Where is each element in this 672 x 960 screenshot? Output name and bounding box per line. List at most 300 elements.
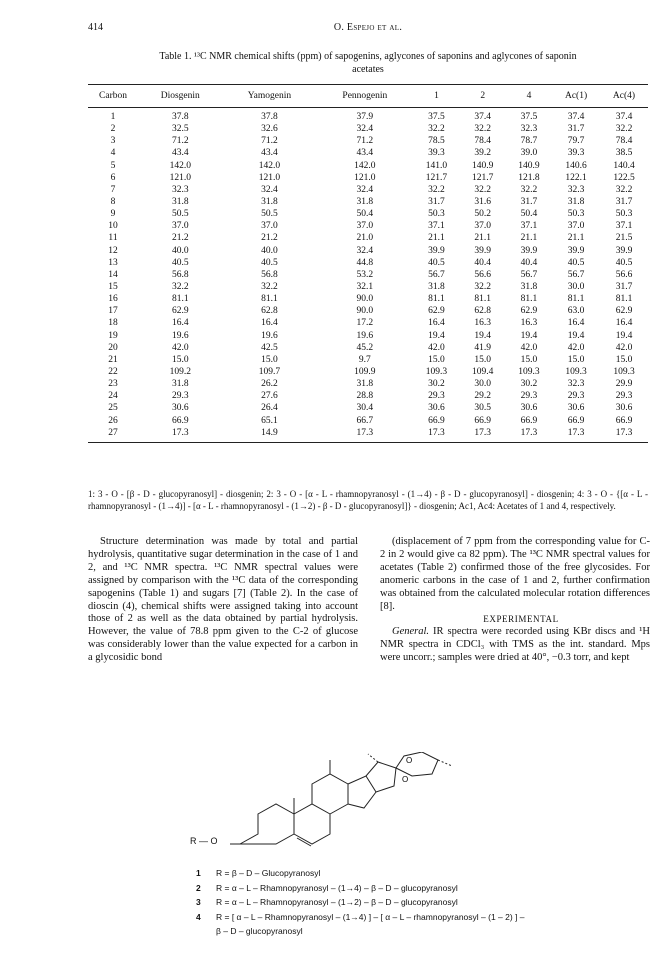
shift-value-cell: 16.4 [567,318,585,329]
shift-value-cell: 81.1 [567,294,585,305]
table-row [88,196,648,208]
carbon-number-cell: 27 [88,427,138,443]
shift-value-cell: 42.0 [171,342,189,353]
carbon-number-cell: 25 [108,403,118,414]
substituent-list [196,866,646,939]
shift-value-cell: 9.7 [358,354,371,365]
shift-value-cell: 71.2 [356,136,374,147]
shift-value-cell: 121.0 [354,172,376,183]
shift-value-cell: 40.5 [615,257,633,268]
shift-value-cell: 37.4 [567,112,585,123]
substituent-item [196,866,646,881]
shift-value-cell: 19.4 [520,330,538,341]
shift-value-cell: 62.9 [428,306,445,317]
shift-value-cell: 32.2 [261,282,278,293]
compound-number: 3 [196,897,201,907]
shift-value-cell: 21.2 [171,233,189,244]
shift-value-cell: 17.3 [506,427,552,443]
methyl-c21 [368,754,378,762]
table-row [88,257,648,269]
shift-value-cell: 39.9 [615,245,633,256]
shift-value-cell: 90.0 [356,294,374,305]
running-authors: O. Espejo et al. [333,22,403,33]
shift-value-cell: 32.4 [356,245,374,256]
shift-value-cell: 17.3 [413,427,459,443]
carbon-number-cell: 16 [108,294,118,305]
shift-value-cell: 32.4 [356,184,374,195]
general-text: IR spectra were recorded using KBr discs and ¹H NMR spectra in CDCl₃ with TMS as the int. standard. Mps were uncorr.; samples were dried at 40°, −0.3 torr, and kept [380,626,650,664]
shift-value-cell: 32.5 [171,124,189,135]
shift-value-cell: 32.3 [171,184,189,195]
shift-value-cell: 21.0 [356,233,374,244]
table-row [88,281,648,293]
shift-value-cell: 19.4 [567,330,585,341]
shift-value-cell: 32.2 [520,184,538,195]
shift-value-cell: 31.8 [261,197,278,208]
table-row [88,232,648,244]
shift-value-cell: 27.6 [261,391,278,402]
shift-value-cell: 140.4 [613,160,635,171]
shift-value-cell: 109.2 [169,367,191,378]
r-group-label: R — O [190,836,218,846]
body-paragraph-right: (displacement of 7 ppm from the corresponding value for C-2 in 2 would give ca 82 ppm). The ¹³C NMR spectral values for acetates (Table 2) confirmed those of the free glycosides. For anomeric carbons in the case of 1 and 2, further confirmation was obtained from the calculated molecular rotation differences [8]. [380,536,650,612]
table-row [88,108,648,124]
shift-value-cell: 31.7 [615,282,633,293]
shift-value-cell: 56.6 [615,269,633,280]
shift-value-cell: 109.4 [472,367,494,378]
shift-value-cell: 66.9 [520,415,538,426]
column-header: Ac(4) [600,85,648,108]
shift-value-cell: 37.0 [474,221,492,232]
shift-value-cell: 37.8 [261,112,278,123]
shift-value-cell: 37.5 [428,112,445,123]
shift-value-cell: 30.4 [356,403,374,414]
shift-value-cell: 19.4 [428,330,445,341]
table-row [88,354,648,366]
shift-value-cell: 109.9 [354,367,376,378]
carbon-number-cell: 17 [108,306,118,317]
shift-value-cell: 42.0 [520,342,538,353]
table-row [88,330,648,342]
carbon-number-cell: 8 [110,197,116,208]
shift-value-cell: 28.8 [356,391,374,402]
shift-value-cell: 21.1 [567,233,585,244]
carbon-number-cell: 13 [108,257,118,268]
table-row [88,135,648,147]
carbon-number-cell: 3 [110,136,116,147]
shift-value-cell: 62.9 [615,306,633,317]
shift-value-cell: 31.7 [520,197,538,208]
column-header: Diosgenin [138,85,223,108]
substituent-text: R = β – D – Glucopyranosyl [216,868,321,878]
table-row [88,366,648,378]
shift-value-cell: 29.3 [567,391,585,402]
shift-value-cell: 45.2 [356,342,374,353]
carbon-number-cell: 2 [110,124,116,135]
shift-value-cell: 63.0 [567,306,585,317]
carbon-number-cell: 7 [110,184,116,195]
shift-value-cell: 31.6 [474,197,492,208]
carbon-number-cell: 20 [108,342,118,353]
shift-value-cell: 142.0 [354,160,376,171]
table-row [88,208,648,220]
shift-value-cell: 42.5 [261,342,278,353]
shift-value-cell: 71.2 [261,136,278,147]
shift-value-cell: 37.4 [615,112,633,123]
shift-value-cell: 81.1 [261,294,278,305]
carbon-number-cell: 1 [110,112,116,123]
running-header [88,22,648,36]
general-label: General. [392,626,430,638]
shift-value-cell: 140.9 [518,160,540,171]
shift-value-cell: 43.4 [356,148,374,159]
shift-value-cell: 39.9 [520,245,538,256]
shift-value-cell: 44.8 [356,257,374,268]
shift-value-cell: 19.6 [261,330,278,341]
shift-value-cell: 41.9 [474,342,492,353]
shift-value-cell: 56.6 [474,269,492,280]
shift-value-cell: 32.3 [520,124,538,135]
table-row [88,293,648,305]
shift-value-cell: 32.2 [428,184,445,195]
shift-value-cell: 40.4 [474,257,492,268]
general-paragraph [380,626,650,665]
compound-number: 1 [196,868,201,878]
shift-value-cell: 81.1 [615,294,633,305]
shift-value-cell: 39.2 [474,148,492,159]
shift-value-cell: 141.0 [425,160,448,171]
shift-value-cell: 37.0 [567,221,585,232]
shift-value-cell: 40.5 [428,257,445,268]
shift-value-cell: 53.2 [356,269,374,280]
table-row [88,172,648,184]
shift-value-cell: 56.8 [261,269,278,280]
ring-f [396,752,438,776]
shift-value-cell: 32.2 [474,184,492,195]
shift-value-cell: 121.0 [169,172,191,183]
table-caption-line2: acetates [352,64,384,75]
shift-value-cell: 109.3 [425,367,448,378]
shift-value-cell: 31.7 [567,124,585,135]
nmr-shift-table [88,84,648,443]
text-column-left [88,536,358,665]
shift-value-cell: 19.4 [615,330,633,341]
shift-value-cell: 62.9 [520,306,538,317]
shift-value-cell: 29.3 [171,391,189,402]
shift-value-cell: 71.2 [171,136,189,147]
table-caption [88,50,648,76]
table-body [88,108,648,443]
carbon-number-cell: 12 [108,245,118,256]
table-row [88,342,648,354]
shift-value-cell: 30.2 [520,379,538,390]
carbon-number-cell: 5 [110,160,116,171]
substituent-item [196,895,646,910]
shift-value-cell: 90.0 [356,306,374,317]
shift-value-cell: 26.4 [261,403,278,414]
shift-value-cell: 37.1 [615,221,633,232]
shift-value-cell: 39.3 [567,148,585,159]
table-row [88,390,648,402]
shift-value-cell: 37.5 [520,112,538,123]
shift-value-cell: 16.4 [261,318,278,329]
carbon-number-cell: 14 [108,269,118,280]
shift-value-cell: 121.0 [258,172,281,183]
shift-value-cell: 30.0 [567,282,585,293]
shift-value-cell: 43.4 [261,148,278,159]
shift-value-cell: 42.0 [428,342,445,353]
ring-d [348,776,376,808]
carbon-number-cell: 26 [108,415,118,426]
column-header: Pennogenin [316,85,413,108]
column-header: Ac(1) [552,85,600,108]
shift-value-cell: 37.8 [171,112,189,123]
shift-value-cell: 29.9 [615,379,633,390]
shift-value-cell: 142.0 [258,160,281,171]
carbon-number-cell: 18 [108,318,118,329]
shift-value-cell: 32.4 [356,124,374,135]
shift-value-cell: 109.3 [565,367,587,378]
column-header: 1 [413,85,459,108]
shift-value-cell: 40.0 [171,245,189,256]
shift-value-cell: 31.7 [428,197,445,208]
shift-value-cell: 30.6 [171,403,189,414]
table-row [88,305,648,317]
shift-value-cell: 32.2 [615,124,633,135]
shift-value-cell: 29.3 [520,391,538,402]
shift-value-cell: 30.0 [474,379,492,390]
carbon-number-cell: 19 [108,330,118,341]
shift-value-cell: 16.4 [428,318,445,329]
shift-value-cell: 81.1 [474,294,492,305]
shift-value-cell: 14.9 [223,427,317,443]
shift-value-cell: 39.0 [520,148,538,159]
shift-value-cell: 66.9 [567,415,585,426]
table-row [88,184,648,196]
shift-value-cell: 50.3 [428,209,445,220]
shift-value-cell: 31.8 [171,197,189,208]
shift-value-cell: 21.2 [261,233,278,244]
carbon-number-cell: 15 [108,282,118,293]
shift-value-cell: 66.9 [428,415,445,426]
shift-value-cell: 15.0 [428,354,445,365]
carbon-number-cell: 10 [108,221,118,232]
shift-value-cell: 19.6 [356,330,374,341]
shift-value-cell: 21.1 [474,233,492,244]
shift-value-cell: 29.3 [615,391,633,402]
shift-value-cell: 30.5 [474,403,492,414]
shift-value-cell: 78.4 [474,136,492,147]
shift-value-cell: 37.0 [261,221,278,232]
shift-value-cell: 31.8 [356,197,374,208]
carbon-number-cell: 23 [108,379,118,390]
shift-value-cell: 15.0 [261,354,278,365]
ring-c [312,774,348,814]
shift-value-cell: 32.2 [474,124,492,135]
shift-value-cell: 15.0 [615,354,633,365]
column-header: Yamogenin [223,85,317,108]
table-header-row [88,85,648,108]
shift-value-cell: 32.3 [567,184,585,195]
shift-value-cell: 109.7 [258,367,281,378]
shift-value-cell: 62.9 [171,306,189,317]
carbon-number-cell: 21 [108,354,118,365]
page-number: 414 [88,22,103,33]
table-row [88,123,648,135]
shift-value-cell: 50.2 [474,209,492,220]
shift-value-cell: 50.4 [520,209,538,220]
shift-value-cell: 38.5 [615,148,633,159]
shift-value-cell: 17.3 [552,427,600,443]
shift-value-cell: 140.6 [565,160,587,171]
body-paragraph-left: Structure determination was made by total and partial hydrolysis, quantitative sugar determination in the case of 1 and 2, and ¹³C NMR spectra. ¹³C NMR spectral values were assigned by comparison with the ¹³C data of the corresponding sapogenins (Table 1) and sugars [7] (Table 2). In the case of dioscin (4), chemical shifts were assigned taking into account those of 2 as well as the data obtained by partial hydrolysis. However, the value of 78.8 ppm given to the C-2 of glucose was considerably lower than the value expected for a carbon in a glycosidic bond [88,536,358,664]
shift-value-cell: 37.1 [428,221,445,232]
shift-value-cell: 30.2 [428,379,445,390]
substituent-text: R = [ α – L – Rhamnopyranosyl – (1→4) ] – [ α – L – rhamnopyranosyl – (1 – 2) ] – [216,911,525,922]
shift-value-cell: 17.3 [600,427,648,443]
column-header: Carbon [88,85,138,108]
shift-value-cell: 78.7 [520,136,538,147]
carbon-number-cell: 6 [110,172,116,183]
shift-value-cell: 62.8 [474,306,492,317]
substituent-continuation: β – D – glucopyranosyl [216,926,303,936]
carbon-number-cell: 11 [108,233,118,244]
shift-value-cell: 40.5 [261,257,278,268]
shift-value-cell: 140.9 [472,160,494,171]
table-footnote: 1: 3 - O - [β - D - glucopyranosyl] - diosgenin; 2: 3 - O - [α - L - rhamnopyranosyl - (1→4) - β - D - glucopyranosyl] - diosgenin; 4: 3 - O - {[α - L - rhamnopyranosyl - (1→4)] - [α - L - rhamnopyranosyl - (1→2) - β - D - glucopyranosyl]} - diosgenin; Ac1, Ac4: Acetates of 1 and 4, respectively. [88,489,648,511]
shift-value-cell: 81.1 [171,294,189,305]
shift-value-cell: 31.7 [615,197,633,208]
shift-value-cell: 15.0 [567,354,585,365]
shift-value-cell: 37.0 [356,221,374,232]
substituent-item [196,881,646,896]
shift-value-cell: 79.7 [567,136,585,147]
shift-value-cell: 39.9 [428,245,445,256]
table-row [88,245,648,257]
shift-value-cell: 37.1 [520,221,538,232]
shift-value-cell: 39.9 [474,245,492,256]
shift-value-cell: 32.1 [356,282,374,293]
shift-value-cell: 50.5 [171,209,189,220]
shift-value-cell: 21.1 [520,233,538,244]
shift-value-cell: 30.6 [567,403,585,414]
shift-value-cell: 15.0 [171,354,189,365]
shift-value-cell: 43.4 [171,148,189,159]
table-row [88,317,648,329]
shift-value-cell: 40.0 [261,245,278,256]
shift-value-cell: 56.7 [520,269,538,280]
shift-value-cell: 15.0 [474,354,492,365]
shift-value-cell: 17.3 [138,427,223,443]
substituent-item [196,910,646,925]
shift-value-cell: 31.8 [520,282,538,293]
shift-value-cell: 19.6 [171,330,189,341]
shift-value-cell: 32.2 [428,124,445,135]
shift-value-cell: 40.4 [520,257,538,268]
column-header: 4 [506,85,552,108]
shift-value-cell: 31.8 [171,379,189,390]
shift-value-cell: 50.3 [567,209,585,220]
shift-value-cell: 81.1 [520,294,538,305]
shift-value-cell: 50.4 [356,209,374,220]
table-row [88,269,648,281]
table-row [88,160,648,172]
shift-value-cell: 42.0 [567,342,585,353]
table-row [88,427,648,443]
shift-value-cell: 42.0 [615,342,633,353]
shift-value-cell: 32.2 [474,282,492,293]
shift-value-cell: 122.5 [613,172,635,183]
shift-value-cell: 65.1 [261,415,278,426]
shift-value-cell: 32.6 [261,124,278,135]
substituent-text: R = α – L – Rhamnopyranosyl – (1→4) – β – D – glucopyranosyl [216,882,458,893]
shift-value-cell: 17.3 [460,427,506,443]
substituent-text: R = α – L – Rhamnopyranosyl – (1→2) – β – D – glucopyranosyl [216,897,458,907]
shift-value-cell: 21.5 [615,233,633,244]
shift-value-cell: 16.4 [171,318,189,329]
shift-value-cell: 29.3 [428,391,445,402]
compound-number: 2 [196,882,201,893]
shift-value-cell: 26.2 [261,379,278,390]
shift-value-cell: 29.2 [474,391,492,402]
diosgenin-glycoside-structure [200,752,530,860]
compound-number: 4 [196,911,201,922]
ring-b [294,804,330,844]
shift-value-cell: 122.1 [565,172,587,183]
ring-oxygen-label-f: O [406,756,413,765]
shift-value-cell: 37.4 [474,112,492,123]
shift-value-cell: 31.8 [567,197,585,208]
shift-value-cell: 66.9 [615,415,633,426]
ring-a [240,804,294,844]
shift-value-cell: 17.3 [316,427,413,443]
shift-value-cell: 121.7 [472,172,494,183]
shift-value-cell: 56.8 [171,269,189,280]
shift-value-cell: 66.7 [356,415,374,426]
carbon-number-cell: 24 [108,391,118,402]
shift-value-cell: 39.9 [567,245,585,256]
shift-value-cell: 15.0 [520,354,538,365]
text-column-right [380,536,650,665]
shift-value-cell: 21.1 [428,233,445,244]
shift-value-cell: 62.8 [261,306,278,317]
table-row [88,415,648,427]
table-row [88,147,648,159]
table-row [88,402,648,414]
shift-value-cell: 31.8 [428,282,445,293]
column-header: 2 [460,85,506,108]
shift-value-cell: 56.7 [567,269,585,280]
shift-value-cell: 56.7 [428,269,445,280]
shift-value-cell: 109.3 [613,367,635,378]
shift-value-cell: 32.2 [171,282,189,293]
shift-value-cell: 32.2 [615,184,633,195]
carbon-number-cell: 9 [110,209,116,220]
shift-value-cell: 17.2 [356,318,374,329]
shift-value-cell: 142.0 [169,160,191,171]
shift-value-cell: 78.4 [615,136,633,147]
shift-value-cell: 50.3 [615,209,633,220]
shift-value-cell: 50.5 [261,209,278,220]
shift-value-cell: 19.4 [474,330,492,341]
carbon-number-cell: 22 [108,367,118,378]
shift-value-cell: 16.4 [615,318,633,329]
shift-value-cell: 109.3 [518,367,540,378]
shift-value-cell: 78.5 [428,136,445,147]
table-row [88,220,648,232]
table-row [88,378,648,390]
shift-value-cell: 30.6 [428,403,445,414]
